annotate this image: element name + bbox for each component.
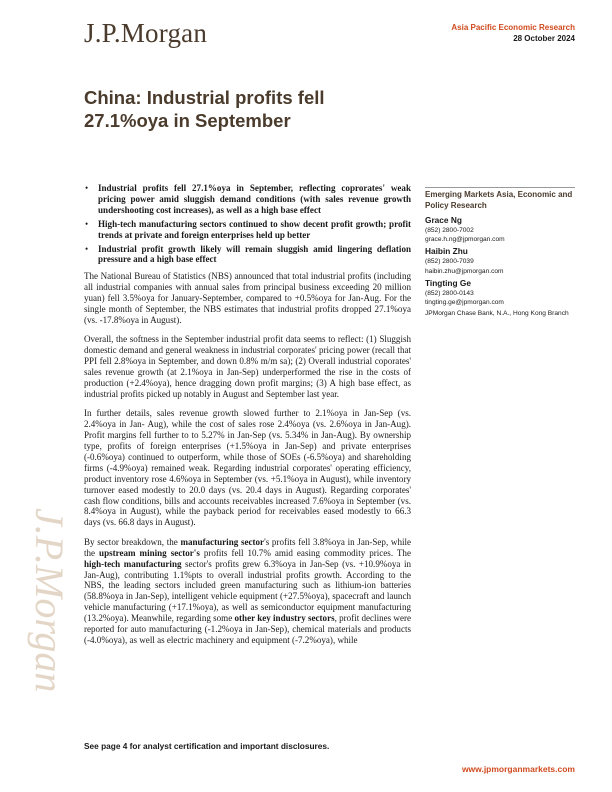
emphasis-high-tech: high-tech manufacturing	[84, 558, 182, 569]
page-title: China: Industrial profits fell 27.1%oya in September	[84, 87, 325, 131]
analyst-card	[425, 246, 575, 275]
analyst-email[interactable]: tingting.ge@jpmorgan.com	[425, 299, 504, 307]
analyst-name: Haibin Zhu	[425, 246, 468, 257]
analyst-email[interactable]: haibin.zhu@jpmorgan.com	[425, 267, 504, 275]
report-series: Asia Pacific Economic Research	[451, 23, 575, 32]
website-link[interactable]: www.jpmorganmarkets.com	[461, 764, 575, 774]
analyst-email[interactable]: grace.h.ng@jpmorgan.com	[425, 236, 505, 244]
analyst-name: Tingting Ge	[425, 277, 471, 288]
report-header	[451, 22, 575, 44]
analyst-name: Grace Ng	[425, 215, 462, 225]
legal-entity: JPMorgan Chase Bank, N.A., Hong Kong Branch	[425, 310, 569, 318]
emphasis-other-sectors: other key industry sectors	[234, 613, 335, 624]
jpmorgan-logo: J.P.Morgan	[84, 18, 208, 48]
paragraph-intro: The National Bureau of Statistics (NBS) announced that total industrial profits (including all industrial companies with annual sales from principal business exceeding 20 million yuan) fell 3.5%oya for January-September, compared to +0.5%oya for Jan-Aug. For the single month of September, the NBS estimates that industrial profits dropped 27.1%oya (vs. -17.8%oya in August).	[84, 271, 411, 325]
text-run: By sector breakdown, the	[84, 536, 181, 547]
analyst-sidebar	[425, 187, 575, 318]
analyst-phone: (852) 2800-7002	[425, 227, 474, 234]
analyst-card	[425, 278, 575, 307]
analyst-card	[425, 215, 575, 244]
jpmorgan-watermark-logo	[14, 500, 74, 750]
key-points-list	[84, 183, 411, 265]
text-run: profits fell 10.7% amid easing commodity prices. The	[199, 547, 411, 558]
watermark-text: J.P.Morgan	[27, 508, 72, 693]
text-run: sector's profits grew 6.3%oya in Jan-Sep (vs. +10.9%oya in Jan-Aug), contributing 1.1%pts to overall industrial profits growth. According to the NBS, the leading sectors included green manufacturing such as lithium-ion batteries (58.8%oya in Jan-Sep), intelligent vehicle equipment (+27.5%oya), spacecraft and launch vehicle manufacturing (+17.1%oya), as well as semiconductor equipment manufacturing (13.2%oya). Meanwhile, regarding some	[84, 558, 411, 624]
emphasis-mining: upstream mining sector's	[99, 547, 200, 558]
emphasis-manufacturing: manufacturing sector	[180, 536, 265, 547]
paragraph-overview: Overall, the softness in the September industrial profit data seems to reflect: (1) Sluggish domestic demand and general weakness in industrial corporates' pricing power (recall that PPI fell 2.8%oya in September, and down 0.8% m/m sa); (2) Overall industrial coporates' sales revenue growth (at 2.1%oya in Jan-Sep) underperformed the rise in the costs of production (+2.4%oya), hence dragging down profit margins; (3) A high base effect, as industrial profits picked up notably in August and September last year.	[84, 334, 411, 399]
sidebar-title: Emerging Markets Asia, Economic and Policy Research	[425, 187, 575, 211]
disclosure-note: See page 4 for analyst certification and important disclosures.	[84, 741, 330, 751]
report-date: 28 October 2024	[513, 34, 575, 43]
article-body	[84, 183, 411, 654]
text-run: 's profits fell 3.8%oya in Jan-Sep, while the	[84, 536, 412, 558]
analyst-phone: (852) 2800-7039	[425, 258, 474, 266]
paragraph-sector-breakdown	[84, 537, 411, 646]
text-run: , profit declines were reported for auto manufacturing (-1.2%oya in Jan-Sep), chemical materials and products (-4.0%oya), as well as electric machinery and equipment (-7.2%oya), while	[84, 613, 411, 645]
key-point: • High-tech manufacturing sectors continued to show decent profit growth; profit trends at private and foreign enterprises held up better	[84, 219, 411, 241]
analyst-phone: (852) 2800-0143	[425, 289, 474, 297]
key-point: • Industrial profit growth likely will remain sluggish amid lingering deflation pressure and a high base effect	[84, 244, 411, 266]
key-point: • Industrial profits fell 27.1%oya in September, reflecting coprorates' weak pricing power amid sluggish demand conditions (with sales revenue growth undershooting cost increases), as well as a high base effect	[84, 183, 411, 216]
paragraph-details: In further details, sales revenue growth slowed further to 2.1%oya in Jan-Sep (vs. 2.4%oya in Jan- Aug), while the cost of sales rose 2.4%oya (vs. 2.6%oya in Jan-Aug). Profit margins fell further to to 5.27% in Jan-Sep (vs. 5.34% in Jan-Aug). By ownership type, profits of foreign enterprises (+1.5%oya in Jan-Sep) and private enterprises (-0.6%oya) continued to outperform, while those of SOEs (-6.5%oya) and shareholding firms (-4.9%oya) remained weak. Regarding industrial corporates' operating efficiency, product inventory rose 4.6%oya in September (vs. +5.1%oya in August), while inventory turnover eased modestly to 20.0 days (vs. 20.4 days in August). Regarding corporates' cash flow conditions, bills and accounts receivables increased 7.6%oya in September (vs. 8.4%oya in August), while the payback period for receivables eased modestly to 66.3 days (vs. 66.8 days in August).	[84, 408, 411, 528]
